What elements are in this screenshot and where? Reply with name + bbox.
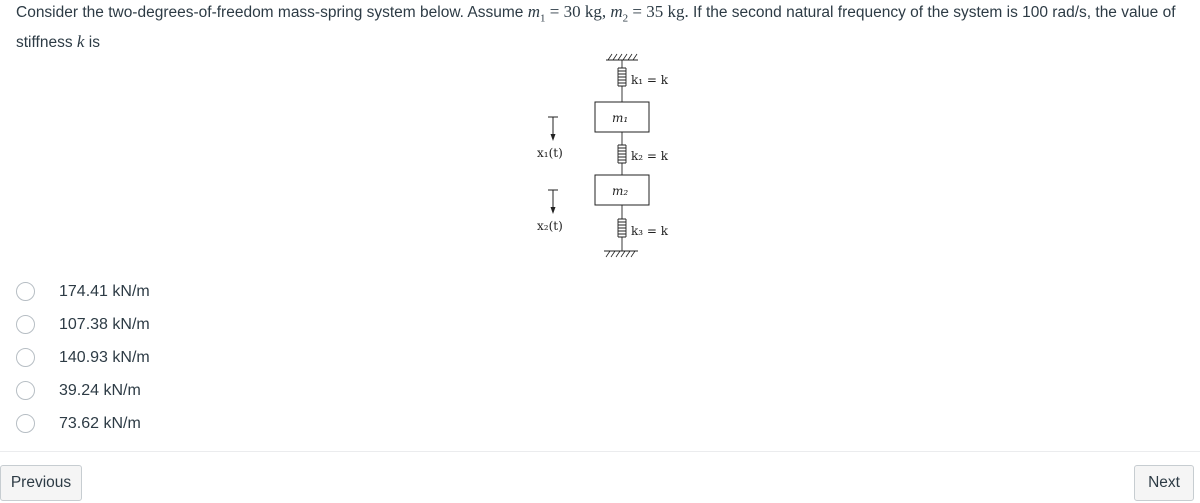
- answer-option[interactable]: [16, 341, 150, 374]
- radio-button[interactable]: [16, 282, 35, 301]
- spring-k2: [618, 132, 626, 175]
- spring-k1: [618, 60, 626, 102]
- question-end: is: [84, 34, 100, 52]
- footer-divider: [0, 451, 1200, 452]
- radio-button[interactable]: [16, 414, 35, 433]
- x1-arrow: [548, 117, 558, 141]
- k-math: k: [76, 32, 85, 52]
- mass-spring-diagram: [520, 45, 720, 275]
- spring-k3: [618, 205, 626, 251]
- answer-label: 73.62 kN/m: [59, 414, 141, 432]
- k1-label: k₁ = k: [631, 73, 669, 87]
- top-ground: [606, 54, 638, 60]
- answer-option[interactable]: [16, 374, 150, 407]
- m2-math: $m_2 = 35$ kg.: [610, 2, 689, 25]
- next-button[interactable]: Next: [1134, 465, 1194, 501]
- answer-label: 39.24 kN/m: [59, 381, 141, 399]
- k2-label: k₂ = k: [631, 149, 669, 163]
- radio-button[interactable]: [16, 315, 35, 334]
- x1-label: x₁(t): [537, 146, 563, 160]
- answer-options: [16, 275, 150, 440]
- m1-math: $m_1 = 30$ kg,: [527, 2, 607, 25]
- x2-label: x₂(t): [537, 219, 563, 233]
- x2-arrow: [548, 190, 558, 214]
- answer-label: 174.41 kN/m: [59, 282, 150, 300]
- radio-button[interactable]: [16, 381, 35, 400]
- question-intro: Consider the two-degrees-of-freedom mass-spring system below. Assume: [16, 4, 528, 21]
- m1-label: m₁: [612, 111, 629, 125]
- answer-option[interactable]: [16, 275, 150, 308]
- answer-option[interactable]: [16, 308, 150, 341]
- answer-option[interactable]: [16, 407, 150, 440]
- m2-label: m₂: [612, 184, 629, 198]
- question-middle: If the second natural frequency of the system is 100 rad/s, the value of stiffness: [16, 4, 1176, 52]
- answer-label: 107.38 kN/m: [59, 315, 150, 333]
- answer-label: 140.93 kN/m: [59, 348, 150, 366]
- previous-button[interactable]: Previous: [0, 465, 82, 501]
- bottom-ground: [604, 251, 638, 257]
- radio-button[interactable]: [16, 348, 35, 367]
- k3-label: k₃ = k: [631, 224, 669, 238]
